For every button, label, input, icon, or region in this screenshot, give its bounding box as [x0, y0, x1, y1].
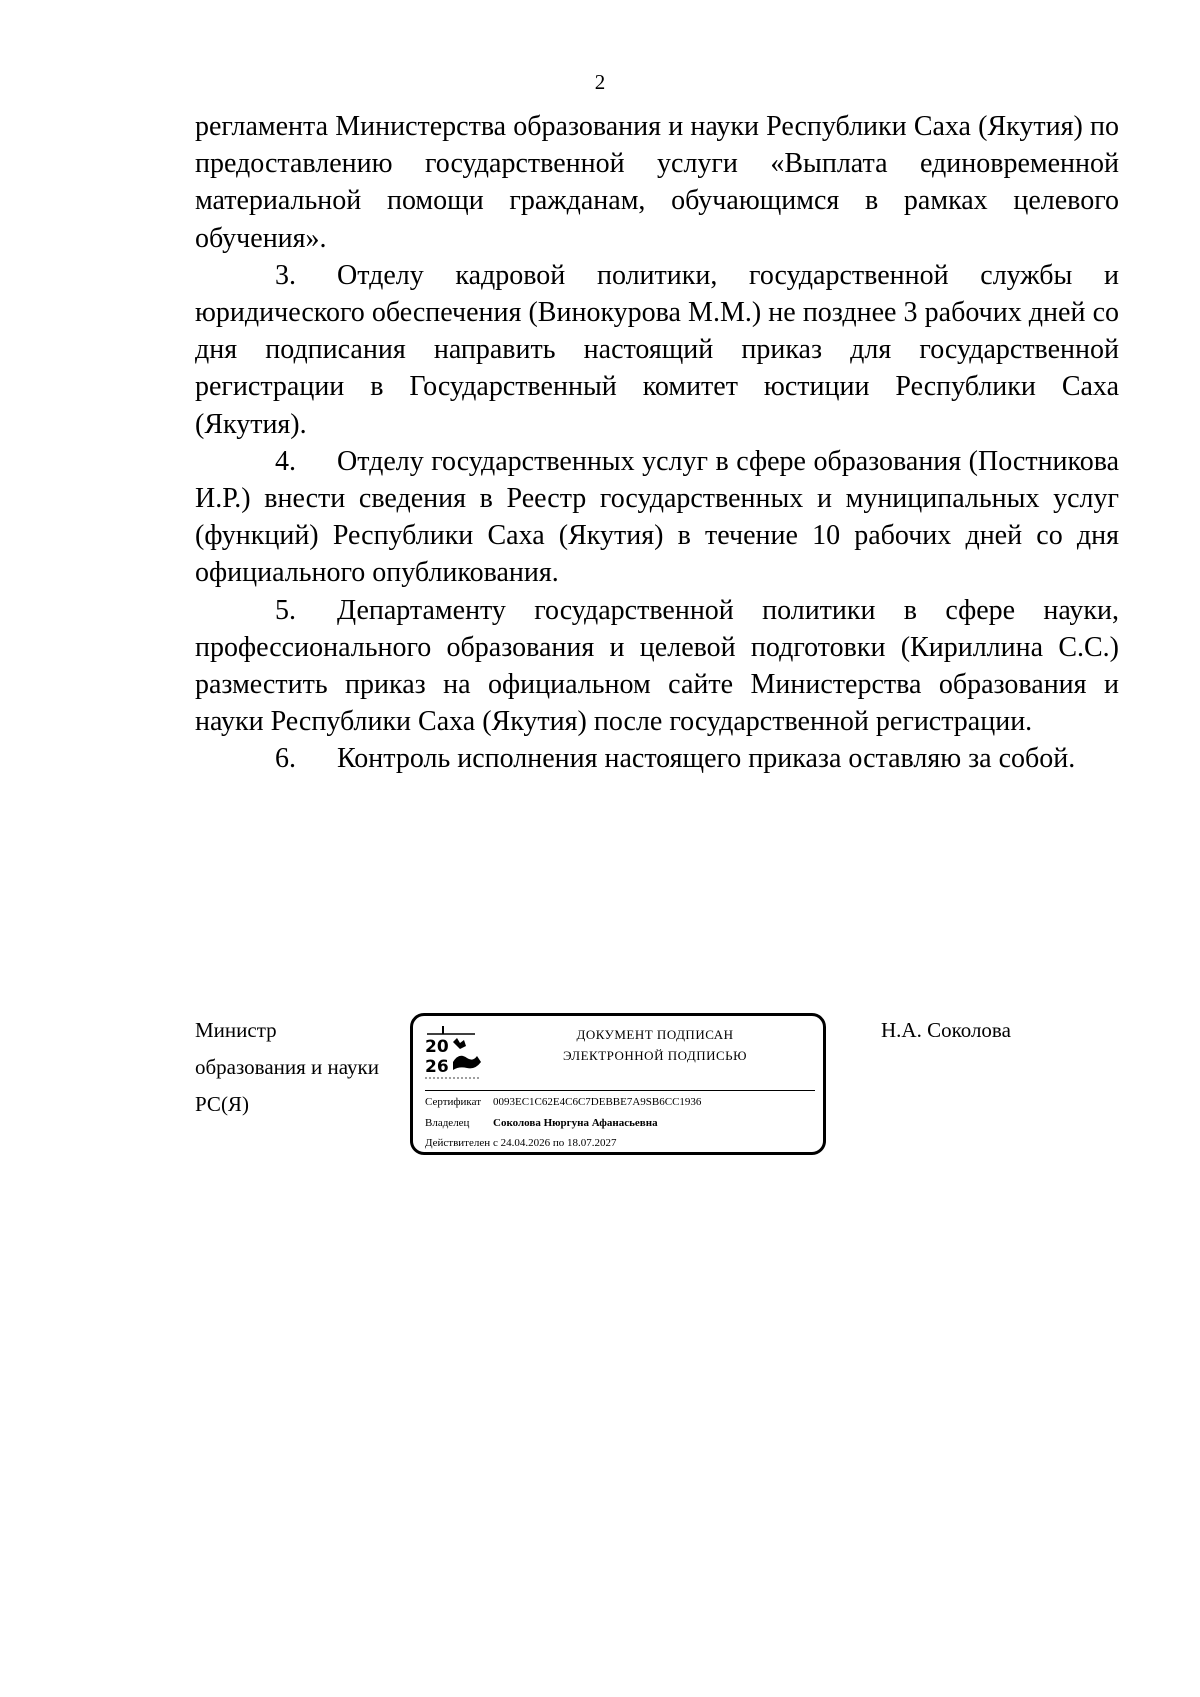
stamp-label: Владелец	[425, 1117, 470, 1129]
document-body	[195, 108, 1119, 778]
signatory-name: Н.А. Соколова	[881, 1018, 1011, 1042]
stamp-divider	[425, 1090, 815, 1091]
paragraph-4	[195, 443, 1119, 592]
electronic-signature-stamp	[410, 1013, 826, 1155]
signatory-title-line: РС(Я)	[195, 1092, 249, 1116]
stamp-validity-row	[425, 1137, 617, 1149]
paragraph-3	[195, 257, 1119, 443]
stamp-validity-value: с 24.04.2026 по 18.07.2027	[493, 1137, 617, 1149]
stamp-label: Действителен	[425, 1137, 491, 1149]
stamp-title-line: ДОКУМЕНТ ПОДПИСАН	[576, 1027, 734, 1042]
item-number: 4.	[275, 445, 296, 477]
item-text: Отделу государственных услуг в сфере образования (Постникова И.Р.) внести сведения в Реестр государственных и муниципальных услуг (функций) Республики Саха (Якутия) в течение 10 рабочих дней со дня официального опубликования.	[195, 445, 1119, 589]
stamp-label: Сертификат	[425, 1096, 481, 1108]
item-number: 6.	[275, 743, 296, 775]
stamp-title	[505, 1024, 805, 1066]
stamp-owner-value: Соколова Нюргуна Афанасьевна	[493, 1117, 658, 1129]
stamp-owner-row	[425, 1117, 658, 1129]
svg-text:26: 26	[425, 1057, 449, 1077]
signatory-title	[195, 1012, 379, 1123]
stamp-certificate-value: 0093EC1C62E4C6C7DEBBE7A9SB6CC1936	[493, 1096, 702, 1108]
paragraph-6	[195, 740, 1119, 777]
stamp-title-line: ЭЛЕКТРОННОЙ ПОДПИСЬЮ	[563, 1048, 747, 1063]
paragraph-5	[195, 592, 1119, 741]
svg-text:20: 20	[425, 1037, 449, 1057]
item-number: 3.	[275, 259, 296, 291]
emblem-2026-icon	[423, 1024, 487, 1084]
item-number: 5.	[275, 594, 296, 626]
page-number: 2	[594, 70, 606, 94]
item-text: Контроль исполнения настоящего приказа оставляю за собой.	[337, 743, 1076, 775]
signatory-title-line: Министр	[195, 1018, 277, 1042]
paragraph-1: регламента Министерства образования и науки Республики Саха (Якутия) по предоставлению государственной услуги «Выплата единовременной материальной помощи гражданам, обучающимся в рамках целевого обучения».	[195, 111, 1119, 254]
stamp-certificate-row	[425, 1096, 701, 1108]
signatory-title-line: образования и науки	[195, 1055, 379, 1079]
item-text: Отделу кадровой политики, государственной службы и юридического обеспечения (Винокурова М.М.) не позднее 3 рабочих дней со дня подписания направить настоящий приказ для государственной регистрации в Государственный комитет юстиции Республики Саха (Якутия).	[195, 259, 1119, 440]
item-text: Департаменту государственной политики в сфере науки, профессионального образования и целевой подготовки (Кириллина С.С.) разместить приказ на официальном сайте Министерства образования и науки Республики Саха (Якутия) после государственной регистрации.	[195, 594, 1119, 738]
